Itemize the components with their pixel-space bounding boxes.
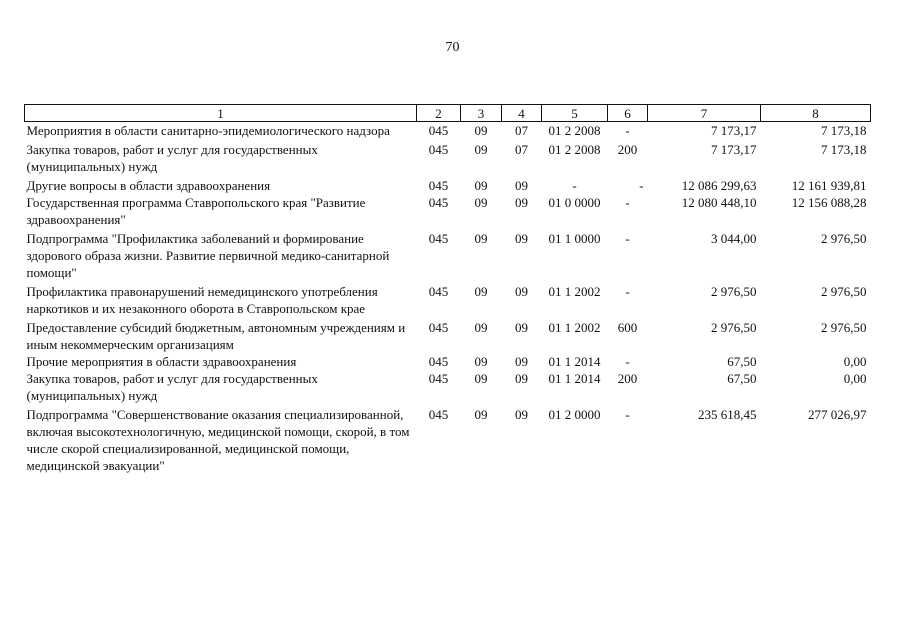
row-name: Подпрограмма "Совершенствование оказания специализированной, включая высокотехнологичную, медицинской помощи, скорой, в том числе скорой специализированной, медицинской помощи, медицинской эвакуации" <box>26 407 410 473</box>
table-row <box>25 353 871 370</box>
cell-amount-1: 12 086 299,63 <box>681 178 757 193</box>
cell-section: 09 <box>474 354 488 369</box>
cell-amount-1: 235 618,45 <box>698 407 757 422</box>
cell-subsection: 09 <box>515 371 528 386</box>
cell-section: 09 <box>474 371 488 386</box>
column-header: 8 <box>761 105 871 122</box>
cell-admin-code: 045 <box>428 142 449 157</box>
cell-amount-1: 7 173,17 <box>711 142 757 157</box>
cell-admin-code: 045 <box>428 231 449 246</box>
row-name: Другие вопросы в области здравоохранения <box>26 178 271 193</box>
column-header: 4 <box>502 105 542 122</box>
cell-amount-2: 12 161 939,81 <box>791 178 867 193</box>
cell-target-code: 01 1 2002 <box>548 284 601 299</box>
cell-amount-1: 7 173,17 <box>711 123 757 138</box>
cell-expense-type: - <box>625 407 630 422</box>
cell-amount-2: 0,00 <box>843 371 867 386</box>
cell-admin-code: 045 <box>428 407 449 422</box>
cell-admin-code: 045 <box>428 284 449 299</box>
column-header: 1 <box>25 105 417 122</box>
cell-amount-1: 12 080 448,10 <box>681 195 757 210</box>
cell-expense-type: 600 <box>617 320 638 335</box>
cell-target-code: 01 2 2008 <box>548 123 601 138</box>
cell-section: 09 <box>474 178 488 193</box>
row-name: Прочие мероприятия в области здравоохранения <box>26 354 297 369</box>
cell-target-code: 01 1 2014 <box>548 354 601 369</box>
column-header: 5 <box>542 105 608 122</box>
cell-section: 09 <box>474 142 488 157</box>
cell-amount-1: 2 976,50 <box>711 320 757 335</box>
cell-target-code: 01 1 2014 <box>548 371 601 386</box>
cell-target-code: 01 2 0000 <box>548 407 601 422</box>
cell-expense-type: 200 <box>617 371 638 386</box>
cell-amount-1: 3 044,00 <box>711 231 757 246</box>
cell-amount-2: 12 156 088,28 <box>791 195 867 210</box>
cell-amount-1: 2 976,50 <box>711 284 757 299</box>
cell-section: 09 <box>474 320 488 335</box>
cell-admin-code: 045 <box>428 195 449 210</box>
table-row <box>25 370 871 406</box>
column-header: 3 <box>461 105 502 122</box>
table-row <box>25 141 871 177</box>
cell-admin-code: 045 <box>428 320 449 335</box>
cell-amount-1: 67,50 <box>727 354 757 369</box>
row-name: Государственная программа Ставропольского края "Развитие здравоохранения" <box>26 195 366 227</box>
cell-subsection: 09 <box>515 354 528 369</box>
row-name: Подпрограмма "Профилактика заболеваний и формирование здорового образа жизни. Развитие первичной медико-санитарной помощи" <box>26 231 390 280</box>
cell-amount-2: 2 976,50 <box>821 231 867 246</box>
row-name: Закупка товаров, работ и услуг для государственных (муниципальных) нужд <box>26 142 318 174</box>
cell-expense-type: - <box>625 354 630 369</box>
cell-amount-2: 7 173,18 <box>821 142 867 157</box>
cell-amount-1: 67,50 <box>727 371 757 386</box>
table-row <box>25 177 871 194</box>
row-name: Предоставление субсидий бюджетным, автономным учреждениям и иным некоммерческим организациям <box>26 320 406 352</box>
cell-amount-2: 2 976,50 <box>821 284 867 299</box>
row-name: Закупка товаров, работ и услуг для государственных (муниципальных) нужд <box>26 371 318 403</box>
page-number: 70 <box>445 40 460 55</box>
cell-section: 09 <box>474 231 488 246</box>
cell-subsection: 07 <box>515 142 528 157</box>
cell-subsection: 09 <box>515 231 528 246</box>
cell-expense-type: - <box>625 123 630 138</box>
cell-subsection: 09 <box>515 195 528 210</box>
cell-section: 09 <box>474 284 488 299</box>
table-row <box>25 406 871 474</box>
cell-expense-type: - <box>639 178 644 193</box>
cell-expense-type: - <box>625 231 630 246</box>
cell-expense-type: 200 <box>617 142 638 157</box>
cell-amount-2: 2 976,50 <box>821 320 867 335</box>
cell-subsection: 09 <box>515 178 528 193</box>
table-row <box>25 283 871 319</box>
cell-admin-code: 045 <box>428 354 449 369</box>
cell-amount-2: 0,00 <box>843 354 867 369</box>
cell-admin-code: 045 <box>428 123 449 138</box>
cell-target-code: - <box>572 178 577 193</box>
row-name: Профилактика правонарушений немедицинского употребления наркотиков и их незаконного оборота в Ставропольском крае <box>26 284 378 316</box>
table-row <box>25 319 871 353</box>
cell-section: 09 <box>474 195 488 210</box>
cell-section: 09 <box>474 407 488 422</box>
cell-subsection: 09 <box>515 284 528 299</box>
cell-expense-type: - <box>625 284 630 299</box>
cell-amount-2: 7 173,18 <box>821 123 867 138</box>
cell-subsection: 09 <box>515 320 528 335</box>
cell-subsection: 09 <box>515 407 528 422</box>
table-row <box>25 194 871 230</box>
table-body <box>25 122 871 475</box>
cell-section: 09 <box>474 123 488 138</box>
budget-table <box>24 104 871 474</box>
cell-target-code: 01 1 2002 <box>548 320 601 335</box>
column-header: 7 <box>648 105 761 122</box>
cell-expense-type: - <box>625 195 630 210</box>
row-name: Мероприятия в области санитарно-эпидемиологического надзора <box>26 123 390 138</box>
cell-amount-2: 277 026,97 <box>808 407 867 422</box>
table-row <box>25 230 871 283</box>
cell-target-code: 01 1 0000 <box>548 231 601 246</box>
table-row <box>25 122 871 142</box>
cell-admin-code: 045 <box>428 371 449 386</box>
column-header: 6 <box>608 105 648 122</box>
cell-subsection: 07 <box>515 123 528 138</box>
cell-target-code: 01 2 2008 <box>548 142 601 157</box>
cell-admin-code: 045 <box>428 178 449 193</box>
column-header: 2 <box>417 105 461 122</box>
cell-target-code: 01 0 0000 <box>548 195 601 210</box>
header-row <box>25 105 871 122</box>
